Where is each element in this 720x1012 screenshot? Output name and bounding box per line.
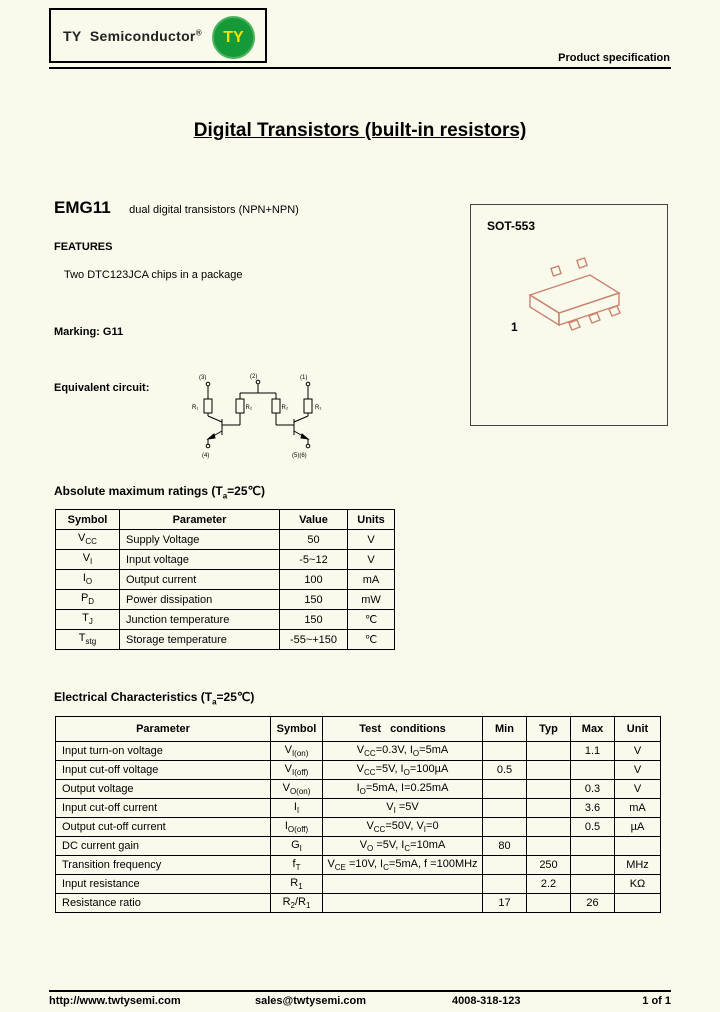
table-cell — [615, 894, 661, 913]
table-cell: V — [615, 742, 661, 761]
table-header-row — [56, 717, 661, 742]
table-cell — [527, 837, 571, 856]
table-cell — [483, 742, 527, 761]
column-header: Typ — [527, 717, 571, 742]
table-cell — [483, 780, 527, 799]
features-heading: FEATURES — [54, 241, 113, 253]
feature-item: Two DTC123JCA chips in a package — [64, 269, 243, 281]
table-cell — [571, 761, 615, 780]
table-cell: $I_I$ — [271, 799, 323, 818]
table-row — [56, 550, 395, 570]
brand-logo-box — [49, 8, 267, 63]
brand-name — [63, 28, 202, 44]
table-cell: KΩ — [615, 875, 661, 894]
table-row — [56, 570, 395, 590]
table-cell — [483, 799, 527, 818]
column-header: Parameter — [120, 510, 280, 530]
table-cell — [527, 761, 571, 780]
table-cell: $V_{CC}=0.3V$, $I_O=5mA$ — [323, 742, 483, 761]
table-cell: ℃ — [348, 630, 395, 650]
table-cell — [483, 875, 527, 894]
footer-page-number: 1 of 1 — [642, 995, 671, 1007]
table-cell: mA — [348, 570, 395, 590]
table-cell: Input cut-off current — [56, 799, 271, 818]
column-header: Max — [571, 717, 615, 742]
footer-url: http://www.twtysemi.com — [49, 995, 181, 1007]
circuit-pin-label: (4) — [202, 453, 210, 459]
circuit-resistor-label: R₂ — [245, 405, 253, 411]
column-header: Units — [348, 510, 395, 530]
table-cell — [483, 856, 527, 875]
table-cell: DC current gain — [56, 837, 271, 856]
table-cell: 0.3 — [571, 780, 615, 799]
table-cell: $P_D$ — [56, 590, 120, 610]
column-header: Symbol — [271, 717, 323, 742]
product-spec-label: Product specification — [558, 52, 670, 64]
footer-rule — [49, 990, 671, 992]
table-cell — [323, 894, 483, 913]
table-cell — [615, 837, 661, 856]
table-row — [56, 761, 661, 780]
table-cell: Input turn-on voltage — [56, 742, 271, 761]
table-cell: Output voltage — [56, 780, 271, 799]
table-cell: 150 — [280, 610, 348, 630]
table-cell — [527, 818, 571, 837]
footer-email: sales@twtysemi.com — [255, 995, 366, 1007]
table-cell: Supply Voltage — [120, 530, 280, 550]
brand-text: TY Semiconductor — [63, 27, 196, 44]
table-cell: $V_{CC}=5V$, $I_O=100\mu A$ — [323, 761, 483, 780]
header-rule — [49, 67, 671, 69]
abs-max-table — [55, 509, 395, 650]
table-cell: V — [615, 780, 661, 799]
table-cell — [527, 894, 571, 913]
table-cell: 50 — [280, 530, 348, 550]
table-row — [56, 780, 661, 799]
package-drawing — [495, 247, 645, 377]
table-cell: 3.6 — [571, 799, 615, 818]
table-cell: 250 — [527, 856, 571, 875]
table-cell: 26 — [571, 894, 615, 913]
table-cell: $G_I$ — [271, 837, 323, 856]
table-row — [56, 875, 661, 894]
table-cell: Input cut-off voltage — [56, 761, 271, 780]
table-cell — [527, 742, 571, 761]
table-cell: $T_{stg}$ — [56, 630, 120, 650]
table-cell — [527, 780, 571, 799]
marking-text: Marking: G11 — [54, 326, 124, 338]
table-cell: 150 — [280, 590, 348, 610]
table-cell: Transition frequency — [56, 856, 271, 875]
table-cell: MHz — [615, 856, 661, 875]
table-cell: $V_{O(on)}$ — [271, 780, 323, 799]
table-cell: Storage temperature — [120, 630, 280, 650]
electrical-characteristics-heading: Electrical Characteristics $(T_a=25℃)$ — [54, 690, 255, 707]
table-cell: µA — [615, 818, 661, 837]
table-cell: Junction temperature — [120, 610, 280, 630]
table-cell: mA — [615, 799, 661, 818]
package-name: SOT-553 — [487, 219, 536, 233]
page-title: Digital Transistors (built-in resistors) — [193, 120, 527, 141]
circuit-resistor-label: R₁ — [192, 405, 199, 411]
circuit-resistor-label: R₂ — [281, 405, 289, 411]
column-header: Unit — [615, 717, 661, 742]
circuit-pin-label: (2) — [250, 374, 258, 380]
table-cell: 0.5 — [571, 818, 615, 837]
table-row — [56, 530, 395, 550]
equivalent-circuit-diagram — [192, 372, 324, 460]
table-row — [56, 630, 395, 650]
table-header-row — [56, 510, 395, 530]
table-cell: Input resistance — [56, 875, 271, 894]
table-cell — [571, 837, 615, 856]
column-header: Symbol — [56, 510, 120, 530]
table-cell: V — [348, 530, 395, 550]
table-cell: $V_{CE} =10V$, $I_C=5mA$, f =100MHz — [323, 856, 483, 875]
table-cell: -5~12 — [280, 550, 348, 570]
product-description: dual digital transistors (NPN+NPN) — [129, 204, 299, 216]
package-outline-box — [470, 204, 668, 426]
table-cell: 100 — [280, 570, 348, 590]
table-cell: Output current — [120, 570, 280, 590]
column-header: Parameter — [56, 717, 271, 742]
table-row — [56, 818, 661, 837]
table-cell: Power dissipation — [120, 590, 280, 610]
table-cell — [571, 875, 615, 894]
table-cell: $T_J$ — [56, 610, 120, 630]
table-cell: $V_I =5V$ — [323, 799, 483, 818]
table-cell: $R_1$ — [271, 875, 323, 894]
package-pin1-label: 1 — [511, 320, 518, 334]
table-cell — [571, 856, 615, 875]
table-cell: 2.2 — [527, 875, 571, 894]
circuit-pin-label: (5)(6) — [292, 453, 307, 459]
registered-mark: ® — [195, 27, 202, 37]
table-row — [56, 610, 395, 630]
table-row — [56, 799, 661, 818]
table-row — [56, 590, 395, 610]
table-cell: $I_{O(off)}$ — [271, 818, 323, 837]
abs-max-heading: Absolute maximum ratings $(T_a=25℃)$ — [54, 484, 265, 501]
table-cell — [483, 818, 527, 837]
table-cell: $V_{I(on)}$ — [271, 742, 323, 761]
product-name: EMG11 — [54, 198, 111, 217]
table-row — [56, 837, 661, 856]
equivalent-circuit-label: Equivalent circuit: — [54, 382, 150, 394]
table-cell — [323, 875, 483, 894]
table-cell: 80 — [483, 837, 527, 856]
table-cell: V — [615, 761, 661, 780]
table-cell: Resistance ratio — [56, 894, 271, 913]
table-cell: mW — [348, 590, 395, 610]
table-cell: $I_O=5mA$, I=0.25mA — [323, 780, 483, 799]
table-cell: $I_O$ — [56, 570, 120, 590]
table-cell: $V_O =5V$, $I_C=10mA$ — [323, 837, 483, 856]
table-row — [56, 894, 661, 913]
electrical-characteristics-table — [55, 716, 661, 913]
table-row — [56, 856, 661, 875]
table-cell: -55~+150 — [280, 630, 348, 650]
column-header: Value — [280, 510, 348, 530]
table-cell: V — [348, 550, 395, 570]
table-cell: $R_2/R_1$ — [271, 894, 323, 913]
table-row — [56, 742, 661, 761]
circuit-pin-label: (3) — [199, 375, 207, 381]
table-cell: 0.5 — [483, 761, 527, 780]
table-cell: $V_I$ — [56, 550, 120, 570]
table-cell: $V_{CC}$ — [56, 530, 120, 550]
table-cell: 1.1 — [571, 742, 615, 761]
table-cell: ℃ — [348, 610, 395, 630]
table-cell: $V_{I(off)}$ — [271, 761, 323, 780]
product-line — [54, 198, 299, 218]
circuit-pin-label: (1) — [300, 375, 308, 381]
table-cell: $V_{CC}=50V$, $V_I=0$ — [323, 818, 483, 837]
table-cell: 17 — [483, 894, 527, 913]
table-cell: $f_T$ — [271, 856, 323, 875]
circuit-resistor-label: R₁ — [315, 405, 322, 411]
column-header: Test conditions — [323, 717, 483, 742]
footer-phone: 4008-318-123 — [452, 995, 521, 1007]
table-cell: Output cut-off current — [56, 818, 271, 837]
ty-logo-icon: TY — [212, 16, 255, 59]
column-header: Min — [483, 717, 527, 742]
table-cell: Input voltage — [120, 550, 280, 570]
table-cell — [527, 799, 571, 818]
